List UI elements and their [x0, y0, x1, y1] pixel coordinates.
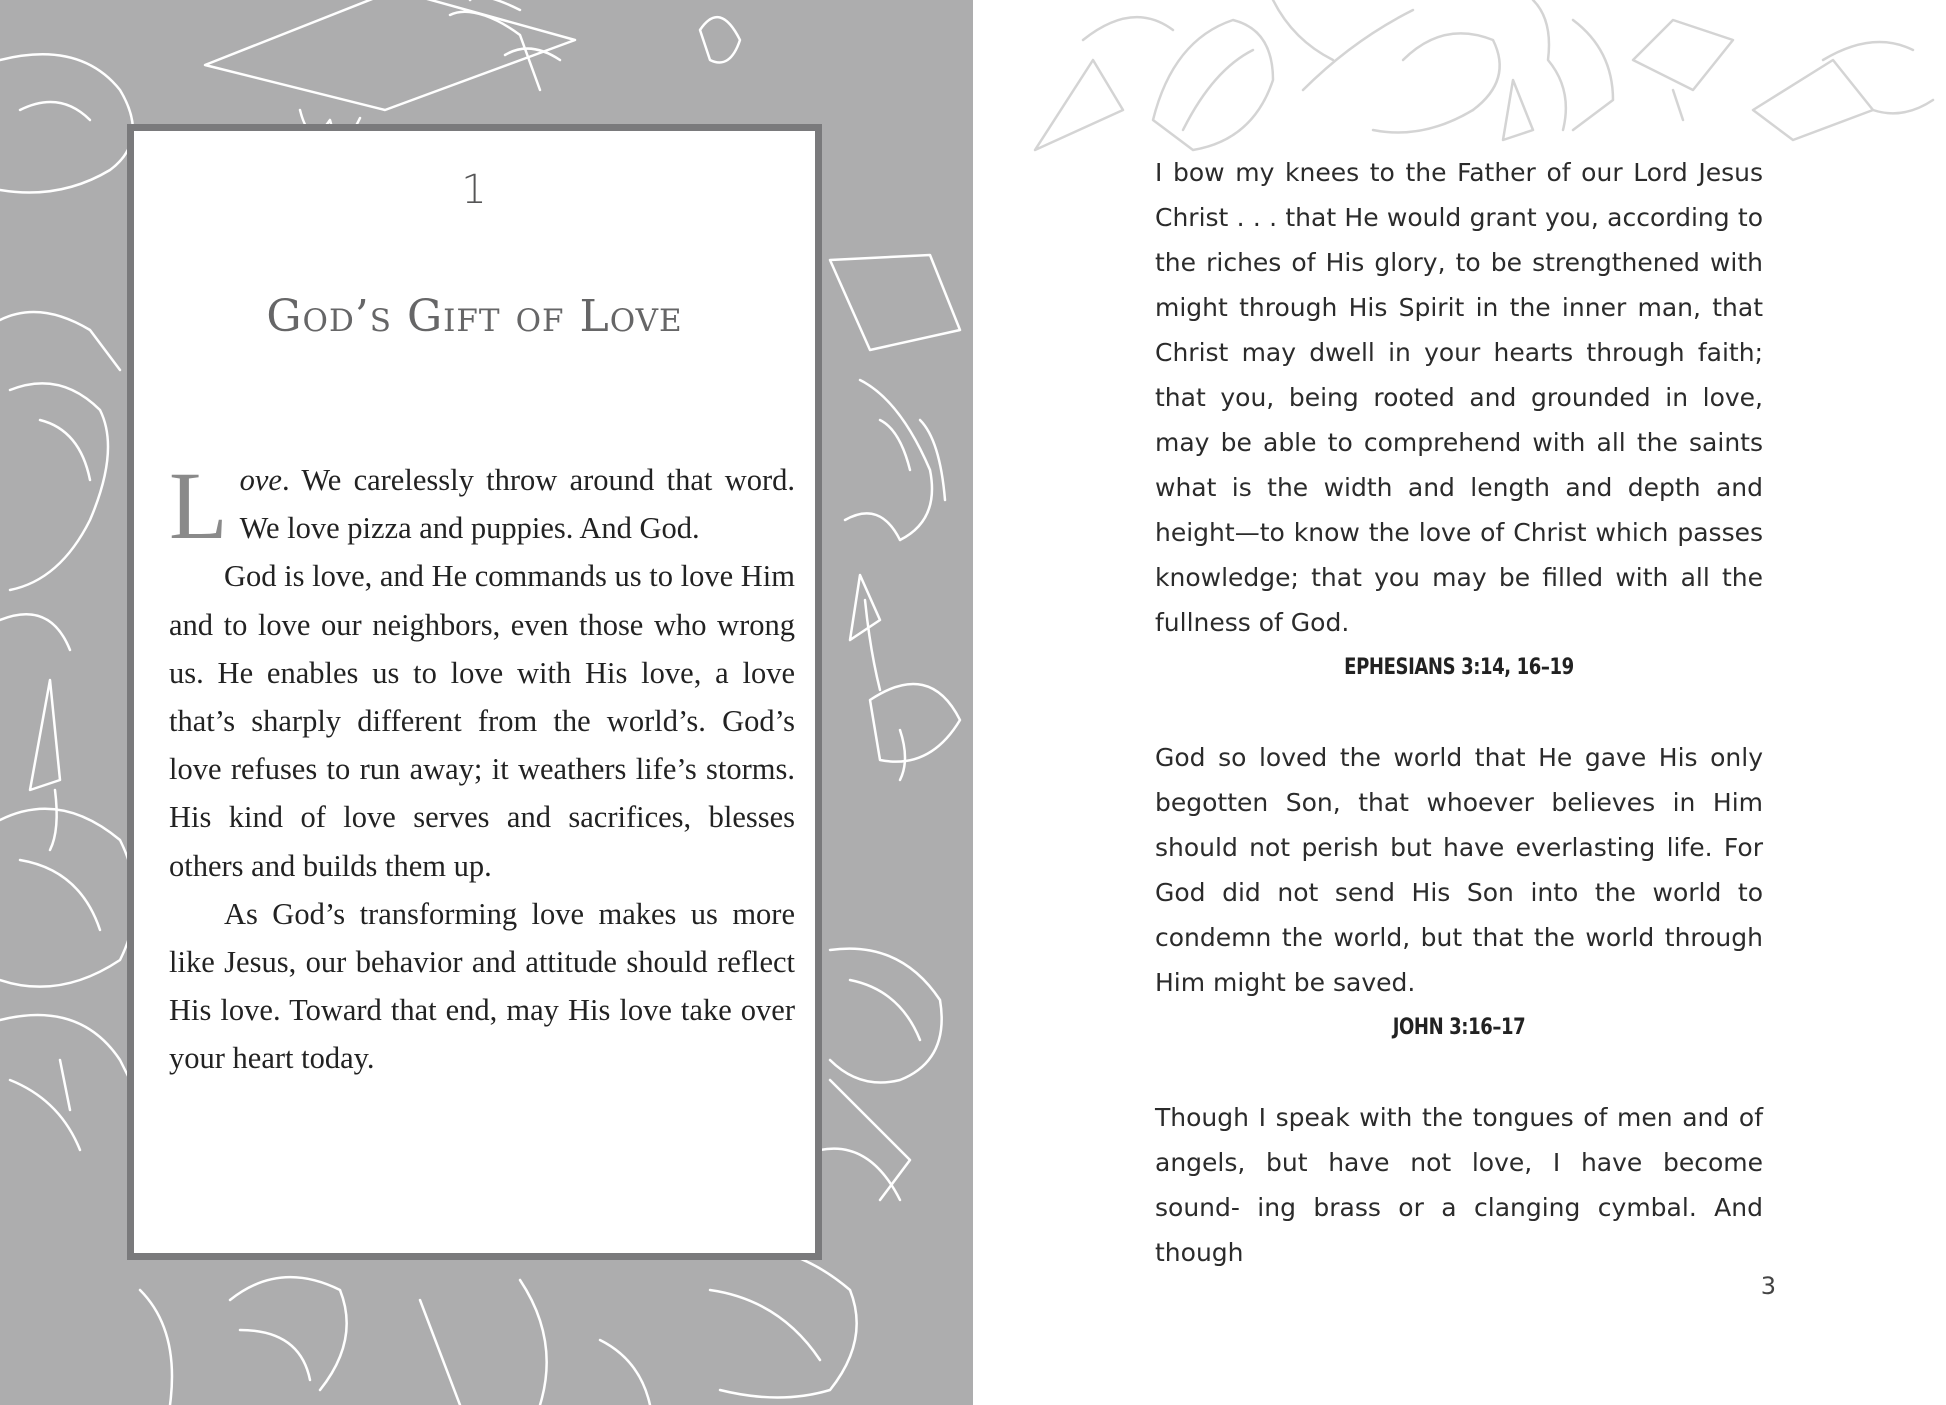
graduation-cap-pattern-right: [973, 0, 1946, 170]
scripture-passages: [1155, 150, 1763, 1275]
paragraph-1-lead: ove: [239, 463, 282, 497]
passage-1-reference: EPHESIANS 3:14, 16–19: [1344, 655, 1574, 680]
passage-2-text: God so loved the world that He gave His only begotten Son, that whoever believes in Him should not perish but have everlasting life. For God did not send His Son into the world to condemn the world, but that the world through Him might be saved.: [1155, 743, 1763, 997]
passage-2-reference: JOHN 3:16–17: [1392, 1015, 1526, 1040]
right-page: [973, 0, 1946, 1405]
passage-3-text: Though I speak with the tongues of men and of angels, but have not love, I have become sound- ing brass or a clanging cymbal. And though: [1155, 1103, 1763, 1267]
passage-1-text: I bow my knees to the Father of our Lord Jesus Christ . . . that He would grant you, according to the riches of His glory, to be strengthened with might through His Spirit in the inner man, that Christ may dwell in your hearts through faith; that you, being rooted and grounded in love, may be able to comprehend with all the saints what is the width and length and depth and height—to know the love of Christ which passes knowledge; that you may be filled with all the fullness of God.: [1155, 158, 1763, 637]
chapter-number: 1: [461, 167, 488, 213]
drop-cap: L: [169, 452, 228, 559]
paragraph-1-text: . We carelessly throw around that word. We love pizza and puppies. And God.: [239, 463, 795, 546]
spacer: [1155, 690, 1763, 735]
paragraph-1: [169, 452, 795, 559]
page-number: 3: [1760, 1272, 1776, 1300]
devotional-body: [169, 452, 795, 1083]
devotional-card: [127, 124, 822, 1260]
chapter-title: God’s Gift of Love: [266, 291, 683, 342]
spacer: [1155, 1050, 1763, 1095]
paragraph-3: As God’s transforming love makes us more like Jesus, our behavior and attitude should reflect His love. Toward that end, may His love take over your heart today.: [169, 896, 795, 1076]
paragraph-2: God is love, and He commands us to love Him and to love our neighbors, even those who wrong us. He enables us to love with His love, a love that’s sharply different from the world’s. God’s love refuses to run away; it weathers life’s storms. His kind of love serves and sacrifices, blesses others and builds them up.: [169, 559, 795, 883]
